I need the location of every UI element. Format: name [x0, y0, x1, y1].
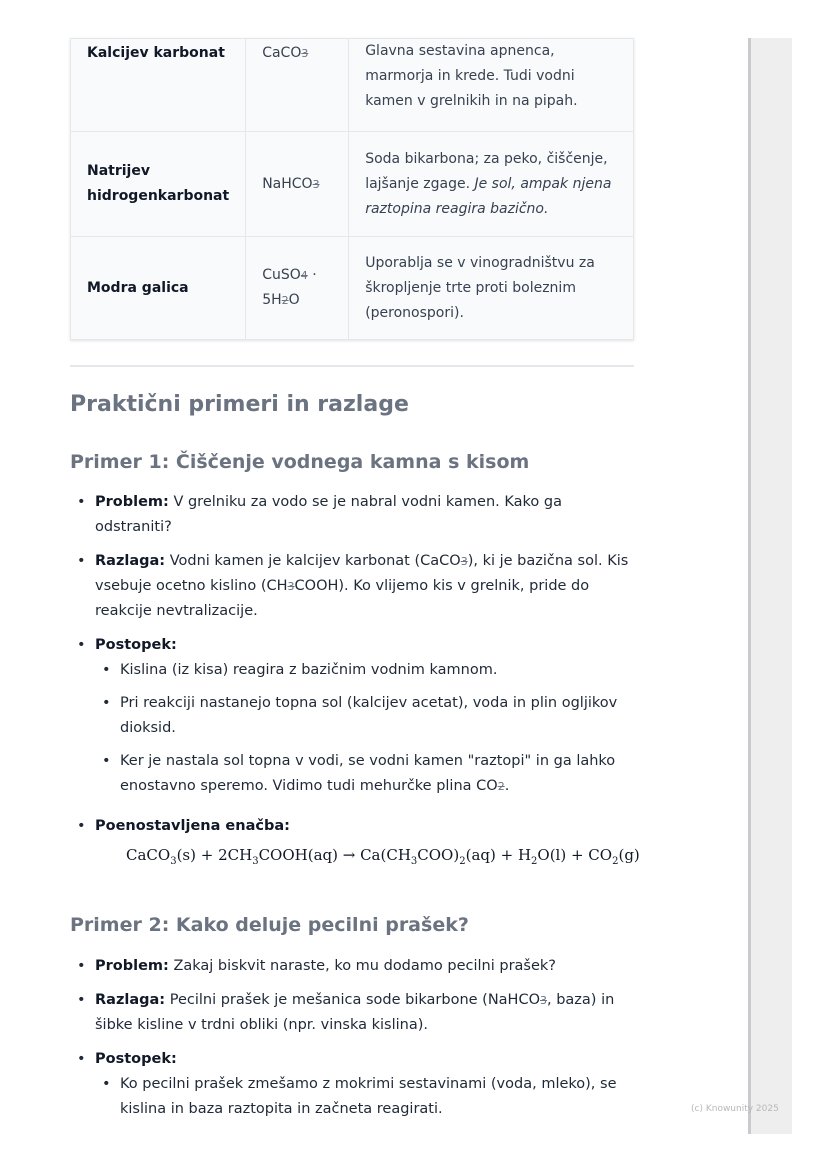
table-row	[71, 237, 634, 340]
table-row	[71, 39, 634, 132]
table-cell-description: Soda bikarbona; za peko, čiščenje, lajšanje zgage. Je sol, ampak njena raztopina reagira bazično.	[349, 132, 634, 237]
table-cell-name: Modra galica	[71, 237, 246, 340]
substances-table	[70, 38, 634, 340]
table-cell-name: Kalcijev karbonat	[71, 39, 246, 132]
table-cell-description: Uporablja se v vinogradništvu za škropljenje trte proti boleznim (peronospori).	[349, 237, 634, 340]
sidebar-border	[748, 38, 751, 1134]
list-item-step: • Ko pecilni prašek zmešamo z mokrimi sestavinami (voda, mleko), se kislina in baza raztopita in začneta reagirati.	[120, 1072, 640, 1122]
list-item-enacba: • Poenostavljena enačba:	[95, 814, 640, 839]
table-cell-formula: CaCO3	[246, 39, 349, 132]
table-cell-description: Glavna sestavina apnenca, marmorja in krede. Tudi vodni kamen v grelnikih in na pipah.	[349, 39, 634, 132]
list-item-problem: • Problem: Zakaj biskvit naraste, ko mu dodamo pecilni prašek?	[95, 954, 640, 979]
table-cell-name: Natrijev hidrogenkarbonat	[71, 132, 246, 237]
example-2-title: Primer 2: Kako deluje pecilni prašek?	[70, 914, 469, 936]
chemical-equation: CaCO$_3$(s) + $2CH_3COOH(aq) \to Ca(CH_3COO)_2(aq) + H_2O(l) + CO_2(g)$	[126, 846, 640, 867]
section-divider	[70, 365, 634, 367]
example-1-list	[95, 490, 640, 839]
postopek-sublist	[120, 658, 640, 799]
list-item-razlaga: • Razlaga: Pecilni prašek je mešanica sode bikarbone (NaHCO3, baza) in šibke kisline v trdni obliki (npr. vinska kislina).	[95, 988, 640, 1038]
list-item-step: • Kislina (iz kisa) reagira z bazičnim vodnim kamnom.	[120, 658, 640, 683]
postopek-sublist	[120, 1072, 640, 1122]
example-2-list	[95, 954, 640, 1122]
table-cell-formula: NaHCO3	[246, 132, 349, 237]
right-sidebar-panel	[748, 38, 792, 1134]
list-item-step: • Ker je nastala sol topna v vodi, se vodni kamen "raztopi" in ga lahko enostavno speremo. Vidimo tudi mehurčke plina CO2.	[120, 749, 640, 799]
table-cell-formula: CuSO4 · 5H2O	[246, 237, 349, 340]
italic-note: Je sol, ampak njena raztopina reagira bazično.	[365, 175, 612, 217]
section-title: Praktični primeri in razlage	[70, 392, 409, 417]
list-item-postopek: • Postopek:	[95, 1047, 640, 1072]
list-item-problem: • Problem: V grelniku za vodo se je nabral vodni kamen. Kako ga odstraniti?	[95, 490, 640, 540]
example-1-title: Primer 1: Čiščenje vodnega kamna s kisom	[70, 451, 530, 473]
list-item-step: • Pri reakciji nastanejo topna sol (kalcijev acetat), voda in plin ogljikov dioksid.	[120, 691, 640, 741]
list-item-razlaga: • Razlaga: Vodni kamen je kalcijev karbonat (CaCO3), ki je bazična sol. Kis vsebuje ocetno kislino (CH3COOH). Ko vlijemo kis v grelnik, pride do reakcije nevtralizacije.	[95, 549, 640, 624]
table-row	[71, 132, 634, 237]
watermark: (c) Knowunity 2025	[691, 1104, 779, 1114]
list-item-postopek: • Postopek:	[95, 633, 640, 658]
